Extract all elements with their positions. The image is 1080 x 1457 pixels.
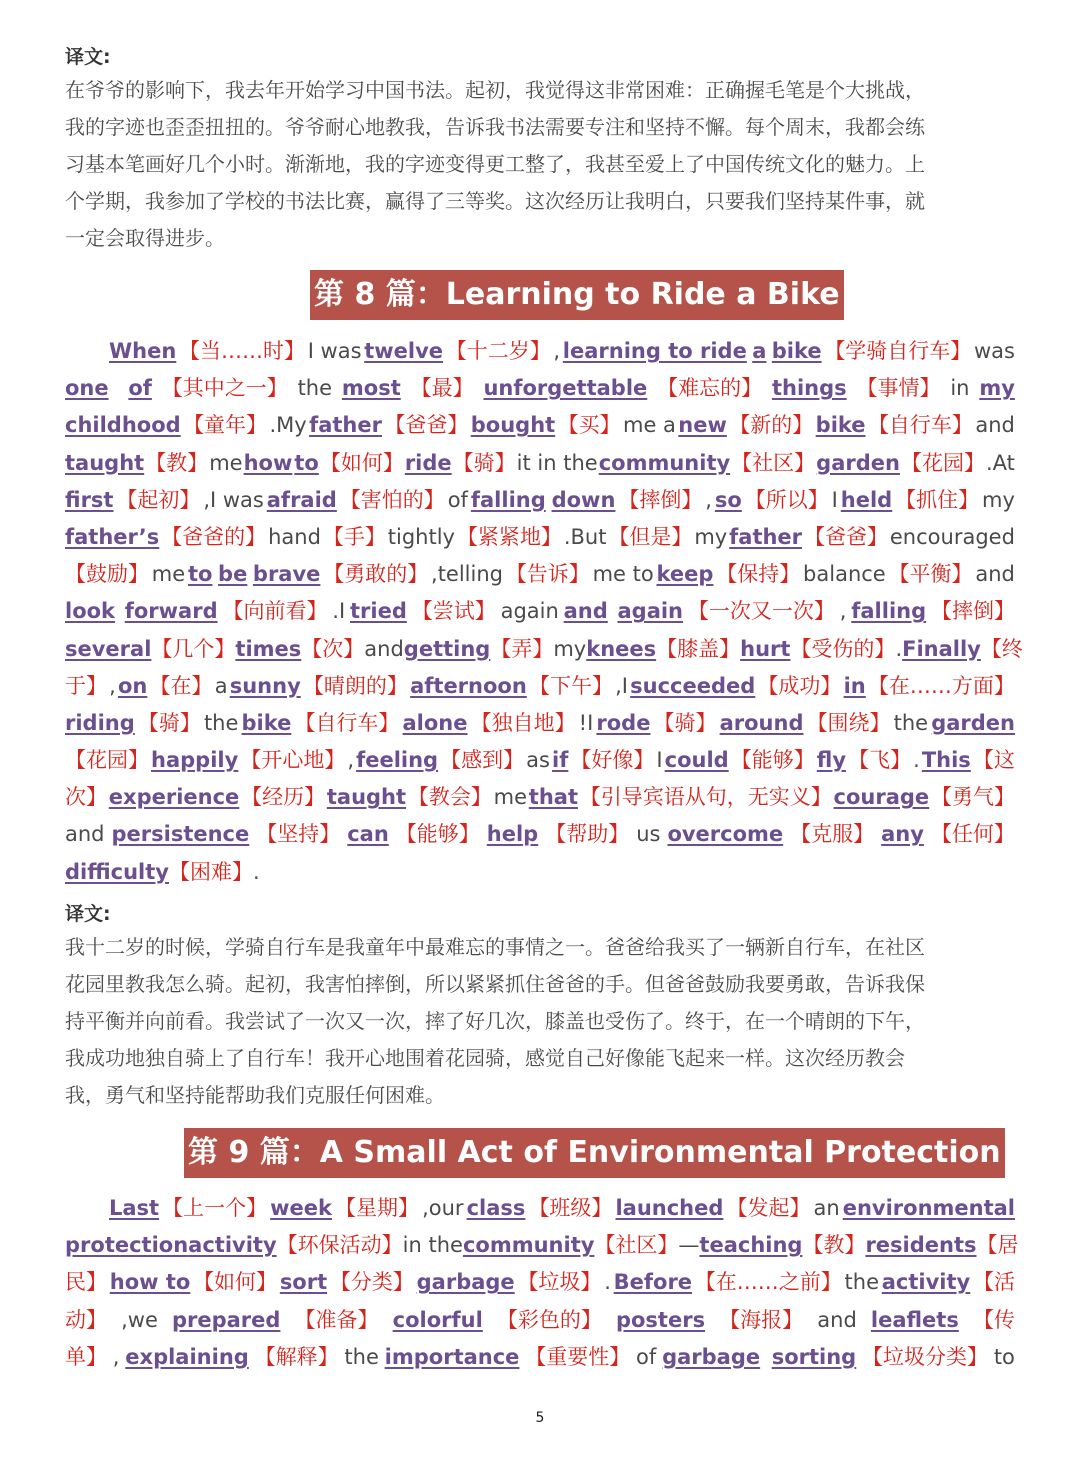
chinese-gloss: 【任何】 [930, 822, 1015, 847]
plain-text: hand [268, 524, 321, 549]
plain-text: , [347, 748, 355, 773]
vocab-word: to [294, 450, 319, 475]
chinese-gloss: 【垃圾】 [517, 1270, 602, 1295]
vocab-word: week [270, 1196, 333, 1220]
plain-text: ,I was [203, 487, 264, 512]
chinese-gloss: 【教会】 [407, 785, 492, 810]
chinese-gloss: 【下午】 [528, 673, 613, 698]
plain-text: encouraged [889, 524, 1015, 549]
vocab-word: feeling [356, 748, 439, 773]
plain-text: . [604, 1270, 611, 1295]
passage-line [65, 1302, 1015, 1339]
chinese-gloss: 【尝试】 [411, 599, 496, 624]
chinese-gloss: 【摔倒】 [618, 487, 703, 512]
vocab-word: if [552, 748, 569, 773]
chinese-gloss: 【在……之前】 [694, 1270, 842, 1295]
vocab-word: Last [109, 1196, 160, 1220]
chinese-gloss: 【但是】 [608, 524, 693, 549]
vocab-word: sorting [771, 1344, 857, 1369]
plain-text: my [694, 524, 728, 549]
plain-text: my [982, 487, 1015, 512]
passage-line [65, 593, 1015, 630]
vocab-word: brave [252, 562, 321, 587]
plain-text: the [893, 710, 929, 735]
chinese-gloss: 【社区】 [731, 450, 816, 475]
chinese-gloss: 【经历】 [241, 785, 326, 810]
passage-8-title: 第 8 篇：Learning to Ride a Bike [310, 270, 844, 320]
vocab-word: This [921, 748, 971, 773]
vocab-word: garden [816, 450, 900, 475]
vocab-word: falling [851, 599, 927, 624]
vocab-word: prepared [171, 1307, 281, 1332]
vocab-word: knees [586, 636, 657, 661]
vocab-word: posters [615, 1307, 706, 1332]
passage-line [65, 519, 1015, 556]
chinese-gloss: 【在】 [149, 673, 213, 698]
passage-8-body [65, 333, 1023, 891]
vocab-word: my [979, 376, 1015, 401]
chinese-gloss: 于】 [65, 673, 107, 698]
plain-text: an [813, 1196, 840, 1220]
chinese-gloss: 【帮助】 [545, 822, 630, 847]
vocab-word: environmental [842, 1196, 1015, 1220]
passage-line [65, 1264, 1015, 1301]
chinese-gloss: 【坚持】 [256, 822, 341, 847]
chinese-gloss: 【在……方面】 [867, 673, 1015, 698]
chinese-gloss: 【难忘的】 [657, 376, 763, 401]
vocab-word: teaching [699, 1233, 803, 1258]
plain-text: — [678, 1233, 700, 1258]
vocab-word: bike [771, 339, 822, 363]
vocab-word: childhood [65, 413, 181, 438]
vocab-word: residents [865, 1233, 977, 1258]
vocab-word: happily [151, 748, 239, 773]
vocab-word: riding [65, 710, 135, 735]
vocab-word: again [617, 599, 684, 624]
vocab-word: learning to ride [562, 339, 747, 363]
vocab-word: tried [350, 599, 407, 624]
chinese-gloss: 次】 [65, 785, 107, 810]
vocab-word: one [65, 376, 109, 401]
passage-line [65, 407, 1015, 444]
vocab-word: how to [109, 1270, 191, 1295]
vocab-word: can [347, 822, 389, 847]
chinese-gloss: 【害怕的】 [339, 487, 445, 512]
plain-text: , [705, 487, 712, 512]
vocab-word: down [551, 487, 616, 512]
vocab-word: held [840, 487, 893, 512]
chinese-gloss: 【感到】 [440, 748, 525, 773]
chinese-gloss: 【勇气】 [930, 785, 1015, 810]
plain-text: and [65, 822, 105, 847]
chinese-gloss: 【几个】 [151, 636, 236, 661]
plain-text: in [950, 376, 970, 401]
vocab-word: bike [241, 710, 292, 735]
vocab-word: hurt [740, 636, 791, 661]
plain-text: .My [269, 413, 307, 438]
plain-text: .I [332, 599, 346, 624]
vocab-word: garbage [662, 1344, 761, 1369]
chinese-gloss: 【爸爸的】 [161, 524, 267, 549]
vocab-word: on [118, 673, 148, 698]
plain-text: it in the [516, 450, 598, 475]
translation-line: 持平衡并向前看。我尝试了一次又一次，摔了好几次，膝盖也受伤了。终于，在一个晴朗的下午， [65, 1009, 925, 1033]
vocab-word: persistence [111, 822, 250, 847]
passage-line [65, 816, 1015, 853]
vocab-word: bike [815, 413, 866, 438]
translation-line: 我十二岁的时候，学骑自行车是我童年中最难忘的事情之一。爸爸给我买了一辆新自行车，在社区 [65, 935, 925, 959]
chinese-gloss: 【飞】 [848, 748, 912, 773]
plain-text: . [913, 748, 920, 773]
plain-text: the [203, 710, 239, 735]
intro-translation [65, 72, 1015, 257]
plain-text: .But [563, 524, 607, 549]
passage-9-body [65, 1190, 1019, 1376]
plain-text: the [844, 1270, 880, 1295]
chinese-gloss: 【事情】 [856, 376, 941, 401]
chinese-gloss: 【垃圾分类】 [862, 1344, 989, 1369]
vocab-word: that [528, 785, 578, 810]
chinese-gloss: 【开心地】 [240, 748, 346, 773]
vocab-word: falling [470, 487, 546, 512]
vocab-word: afternoon [410, 673, 527, 698]
chinese-gloss: 【手】 [322, 524, 386, 549]
chinese-gloss: 【成功】 [757, 673, 842, 698]
vocab-word: and [563, 599, 608, 624]
chinese-gloss: 【环保活动】 [276, 1233, 403, 1258]
vocab-word: explaining [125, 1344, 249, 1369]
vocab-word: keep [656, 562, 714, 587]
vocab-word: in [843, 673, 866, 698]
vocab-word: experience [108, 785, 240, 810]
plain-text: I was [307, 339, 362, 363]
translation-line: 我成功地独自骑上了自行车！我开心地围着花园骑，感觉自己好像能飞起来一样。这次经历教会 [65, 1046, 905, 1070]
chinese-gloss: 【能够】 [730, 748, 815, 773]
plain-text: ,telling [431, 562, 503, 587]
chinese-gloss: 【受伤的】 [790, 636, 896, 661]
vocab-word: taught [326, 785, 407, 810]
chinese-gloss: 【引导宾语从句，无实义】 [579, 785, 832, 810]
vocab-word: look [65, 599, 116, 624]
chinese-gloss: 【能够】 [395, 822, 480, 847]
chinese-gloss: 【发起】 [726, 1196, 811, 1220]
chinese-gloss: 【紧紧地】 [456, 524, 562, 549]
chinese-gloss: 【爸爸】 [803, 524, 888, 549]
vocab-word: father’s [65, 524, 160, 549]
plain-text: and [364, 636, 404, 661]
chinese-gloss: 【弄】 [490, 636, 554, 661]
chinese-gloss: 【买】 [557, 413, 621, 438]
chinese-gloss: 【海报】 [719, 1307, 804, 1332]
chinese-gloss: 【这 [972, 748, 1015, 773]
plain-text: me [209, 450, 243, 475]
chinese-gloss: 【困难】 [168, 859, 253, 884]
vocab-word: around [719, 710, 804, 735]
plain-text: . [252, 859, 260, 884]
chinese-gloss: 【膝盖】 [656, 636, 741, 661]
passage-8-translation [65, 929, 1015, 1114]
chinese-gloss: 【上一个】 [162, 1196, 268, 1220]
vocab-word: fly [816, 748, 847, 773]
vocab-word: When [109, 339, 177, 363]
vocab-word: taught [65, 450, 145, 475]
chinese-gloss: 【鼓励】 [65, 562, 149, 587]
plain-text: was [974, 339, 1015, 363]
plain-text: me [493, 785, 527, 810]
vocab-word: of [128, 376, 152, 401]
chinese-gloss: 【分类】 [329, 1270, 414, 1295]
plain-text: .At [985, 450, 1015, 475]
chinese-gloss: 【班级】 [528, 1196, 613, 1220]
plain-text: . [895, 636, 903, 661]
chinese-gloss: 【自行车】 [294, 710, 400, 735]
chinese-gloss: 【童年】 [183, 413, 268, 438]
vocab-word: garden [931, 710, 1015, 735]
vocab-word: could [664, 748, 729, 773]
plain-text: again [500, 599, 559, 624]
vocab-word: Before [613, 1270, 693, 1295]
plain-text: !I [578, 710, 594, 735]
chinese-gloss: 【平衡】 [888, 562, 973, 587]
chinese-gloss: 【围绕】 [806, 710, 891, 735]
passage-line [65, 631, 1023, 668]
plain-text: , [109, 673, 116, 698]
plain-text: of [447, 487, 468, 512]
chinese-gloss: 【骑】 [137, 710, 201, 735]
chinese-gloss: 【当……时】 [179, 339, 305, 363]
chinese-gloss: 【活 [973, 1270, 1015, 1295]
translation-line: 一定会取得进步。 [65, 226, 225, 250]
chinese-gloss: 民】 [65, 1270, 107, 1295]
plain-text: tightly [387, 524, 455, 549]
plain-text: and [817, 1307, 857, 1332]
plain-text: the [344, 1344, 379, 1369]
plain-text: , [553, 339, 561, 363]
chinese-gloss: 【保持】 [716, 562, 801, 587]
translation-label: 译文: [65, 46, 111, 68]
plain-text: as [526, 748, 550, 773]
vocab-word: unforgettable [483, 376, 648, 401]
chinese-gloss: 【晴朗的】 [302, 673, 408, 698]
chinese-gloss: 【自行车】 [867, 413, 973, 438]
vocab-word: succeeded [630, 673, 756, 698]
chinese-gloss: 【一次又一次】 [687, 599, 835, 624]
chinese-gloss: 【花园】 [900, 450, 985, 475]
chinese-gloss: 【传 [972, 1307, 1015, 1332]
vocab-word: overcome [667, 822, 784, 847]
chinese-gloss: 【解释】 [254, 1344, 339, 1369]
plain-text: me to [592, 562, 654, 587]
vocab-word: several [65, 636, 152, 661]
vocab-word: protection [65, 1233, 189, 1258]
chinese-gloss: 【告诉】 [505, 562, 590, 587]
plain-text: , [112, 1344, 120, 1369]
vocab-word: be [218, 562, 248, 587]
passage-line [65, 1339, 1015, 1376]
vocab-word: sunny [229, 673, 301, 698]
plain-text: me [151, 562, 186, 587]
plain-text: and [975, 413, 1015, 438]
chinese-gloss: 【最】 [410, 376, 474, 401]
passage-line [65, 370, 1015, 407]
vocab-word: alone [402, 710, 468, 735]
plain-text: , [839, 599, 847, 624]
chinese-gloss: 动】 [65, 1307, 107, 1332]
vocab-word: launched [615, 1196, 724, 1220]
vocab-word: a [752, 339, 767, 363]
chinese-gloss: 【所以】 [744, 487, 829, 512]
chinese-gloss: 【如何】 [319, 450, 404, 475]
chinese-gloss: 【彩色的】 [496, 1307, 602, 1332]
chinese-gloss: 【如何】 [193, 1270, 278, 1295]
vocab-word: so [714, 487, 742, 512]
passage-line [65, 854, 1015, 891]
chinese-gloss: 【教】 [145, 450, 209, 475]
vocab-word: father [729, 524, 803, 549]
vocab-word: colorful [392, 1307, 483, 1332]
chinese-gloss: 【摔倒】 [930, 599, 1015, 624]
plain-text: a [214, 673, 228, 698]
vocab-word: how [243, 450, 293, 475]
translation-line: 个学期，我参加了学校的书法比赛，赢得了三等奖。这次经历让我明白，只要我们坚持某件事，就 [65, 189, 925, 213]
plain-text: ,our [422, 1196, 464, 1220]
vocab-word: to [187, 562, 213, 587]
chinese-gloss: 【骑】 [653, 710, 717, 735]
passage-line [65, 1190, 1015, 1227]
passage-line [65, 668, 1015, 705]
chinese-gloss: 【终 [980, 636, 1023, 661]
vocab-word: afraid [266, 487, 337, 512]
vocab-word: courage [833, 785, 930, 810]
plain-text: to [993, 1344, 1015, 1369]
vocab-word: difficulty [65, 859, 169, 884]
chinese-gloss: 【独自地】 [470, 710, 576, 735]
chinese-gloss: 【居 [976, 1233, 1019, 1258]
vocab-word: importance [384, 1344, 520, 1369]
vocab-word: twelve [364, 339, 444, 363]
vocab-word: ride [404, 450, 452, 475]
translation-line: 习基本笔画好几个小时。渐渐地，我的字迹变得更工整了，我甚至爱上了中国传统文化的魅力。上 [65, 152, 925, 176]
vocab-word: bought [470, 413, 556, 438]
translation-line: 在爷爷的影响下，我去年开始学习中国书法。起初，我觉得这非常困难：正确握毛笔是个大挑战， [65, 78, 925, 102]
plain-text: I [656, 748, 663, 773]
chinese-gloss: 【其中之一】 [161, 376, 288, 401]
passage-line [65, 742, 1015, 779]
passage-line [65, 705, 1015, 742]
plain-text: ,we [121, 1307, 158, 1332]
vocab-word: community [598, 450, 731, 475]
vocab-word: times [235, 636, 302, 661]
vocab-word: forward [124, 599, 218, 624]
chinese-gloss: 【花园】 [65, 748, 149, 773]
chinese-gloss: 【勇敢的】 [323, 562, 429, 587]
passage-line [65, 779, 1015, 816]
plain-text: in the [402, 1233, 463, 1258]
chinese-gloss: 【向前看】 [222, 599, 328, 624]
translation-line: 我的字迹也歪歪扭扭的。爷爷耐心地教我，告诉我书法需要专注和坚持不懈。每个周末，我都会练 [65, 115, 925, 139]
vocab-word: getting [403, 636, 491, 661]
chinese-gloss: 【教】 [802, 1233, 866, 1258]
chinese-gloss: 单】 [65, 1344, 107, 1369]
vocab-word: any [881, 822, 924, 847]
chinese-gloss: 【爸爸】 [384, 413, 469, 438]
passage-line [65, 556, 1015, 593]
translation-line: 花园里教我怎么骑。起初，我害怕摔倒，所以紧紧抓住爸爸的手。但爸爸鼓励我要勇敢，告诉我保 [65, 972, 925, 996]
plain-text: and [975, 562, 1015, 587]
vocab-word: leaflets [870, 1307, 959, 1332]
vocab-word: Finally [902, 636, 981, 661]
plain-text: ,I [615, 673, 628, 698]
plain-text: my [553, 636, 587, 661]
vocab-word: garbage [416, 1270, 515, 1295]
vocab-word: first [65, 487, 114, 512]
vocab-word: activity [881, 1270, 971, 1295]
chinese-gloss: 【准备】 [294, 1307, 379, 1332]
chinese-gloss: 【十二岁】 [445, 339, 551, 363]
plain-text: balance [803, 562, 886, 587]
passage-line [65, 1227, 1019, 1264]
vocab-word: sort [279, 1270, 328, 1295]
plain-text: me a [622, 413, 676, 438]
passage-line [65, 482, 1015, 519]
vocab-word: new [678, 413, 727, 438]
chinese-gloss: 【重要性】 [525, 1344, 631, 1369]
vocab-word: father [309, 413, 382, 438]
chinese-gloss: 【抓住】 [895, 487, 980, 512]
chinese-gloss: 【起初】 [116, 487, 201, 512]
passage-line [65, 333, 1015, 370]
chinese-gloss: 【骑】 [452, 450, 516, 475]
plain-text: us [636, 822, 661, 847]
vocab-word: class [466, 1196, 526, 1220]
chinese-gloss: 【新的】 [729, 413, 814, 438]
chinese-gloss: 【好像】 [570, 748, 655, 773]
page-number: 5 [535, 1410, 545, 1426]
translation-label-8: 译文: [65, 903, 111, 925]
vocab-word: most [341, 376, 401, 401]
chinese-gloss: 【学骑自行车】 [824, 339, 972, 363]
chinese-gloss: 【星期】 [335, 1196, 420, 1220]
plain-text: the [297, 376, 333, 401]
vocab-word: help [486, 822, 539, 847]
vocab-word: activity [188, 1233, 277, 1258]
chinese-gloss: 【社区】 [594, 1233, 679, 1258]
passage-line [65, 445, 1015, 482]
plain-text: of [636, 1344, 657, 1369]
vocab-word: community [462, 1233, 595, 1258]
vocab-word: rode [596, 710, 651, 735]
plain-text: I [831, 487, 838, 512]
translation-line: 我，勇气和坚持能帮助我们克服任何困难。 [65, 1083, 445, 1107]
vocab-word: things [771, 376, 847, 401]
passage-9-title: 第 9 篇：A Small Act of Environmental Protection [184, 1128, 1005, 1178]
chinese-gloss: 【克服】 [790, 822, 875, 847]
chinese-gloss: 【次】 [301, 636, 365, 661]
